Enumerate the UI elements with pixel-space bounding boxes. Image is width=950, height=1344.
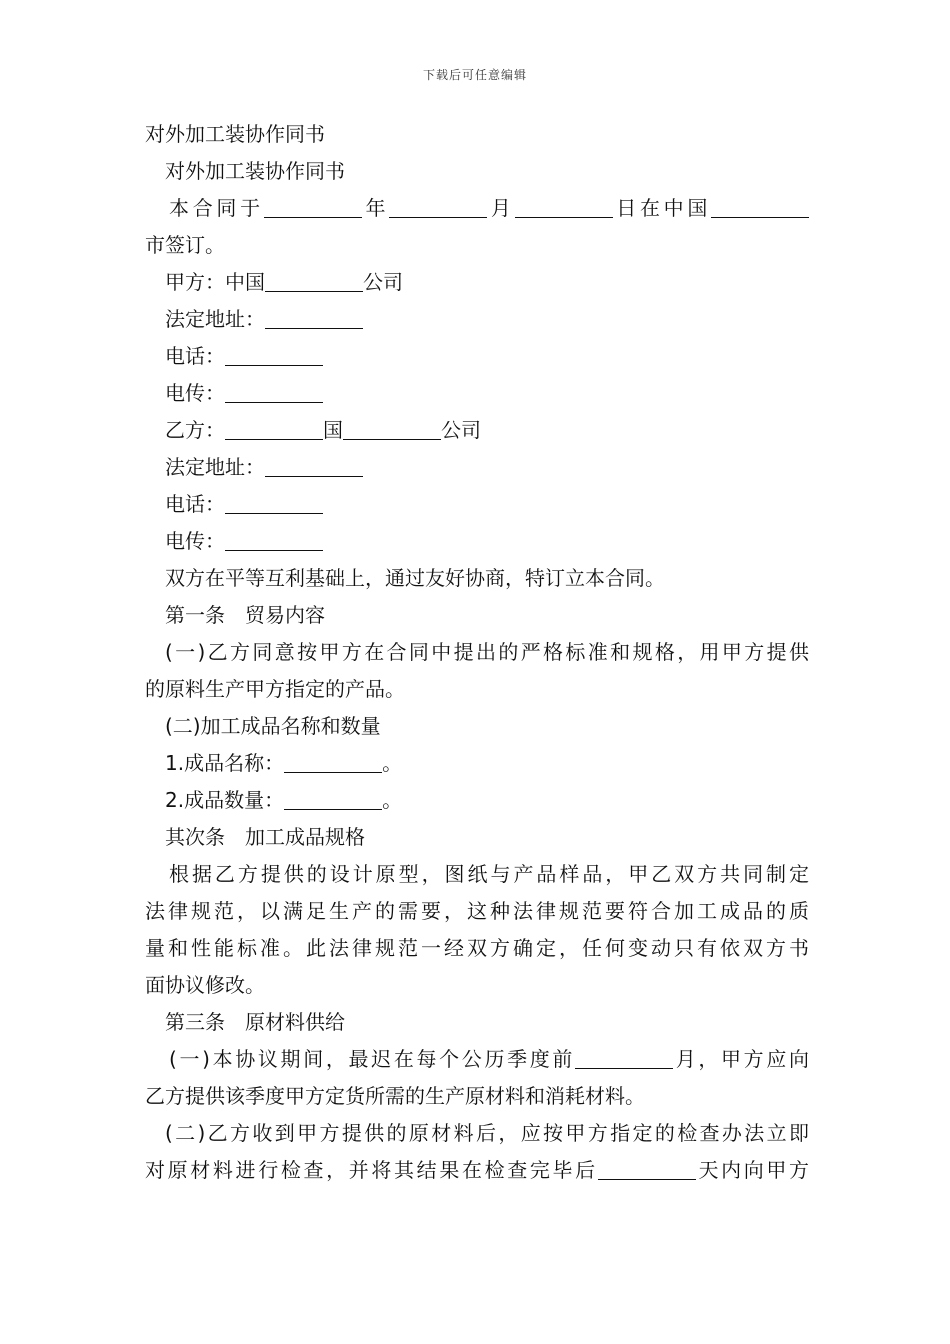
- document-subtitle: 对外加工装协作同书: [165, 159, 345, 183]
- blank-month-before: [575, 1044, 673, 1069]
- article-3-item-2-text-2: 天内向甲方: [695, 1158, 810, 1182]
- party-a-name: [145, 264, 809, 301]
- party-a-prefix: 甲方：中国: [165, 270, 265, 294]
- party-b-mid: 国: [323, 418, 343, 442]
- product-quantity-label: 2.成品数量：: [165, 788, 285, 812]
- party-a-fax-label: 电传：: [165, 381, 225, 405]
- header-note: 下载后可任意编辑: [422, 68, 527, 82]
- product-quantity-period: 。: [382, 788, 403, 812]
- contract-document: [145, 116, 809, 1189]
- article-1-heading: 第一条 贸易内容: [165, 603, 325, 627]
- party-b-fax-label: 电传：: [165, 529, 225, 553]
- article-3-item-1-line-1: [145, 1041, 809, 1078]
- article-3-item-1-text-2: 月，甲方应向: [673, 1047, 809, 1071]
- party-a-phone: [145, 338, 809, 375]
- blank-party-a-name: [265, 267, 363, 292]
- blank-product-quantity: [284, 785, 382, 810]
- article-3-item-2-text-1: 对原材料进行检查，并将其结果在检查完毕后: [145, 1158, 598, 1182]
- blank-party-b-country: [225, 415, 323, 440]
- party-b-phone-label: 电话：: [165, 492, 225, 516]
- signing-line-end: 市签订。: [145, 233, 225, 257]
- party-a-address: [145, 301, 809, 338]
- product-quantity-line: [145, 782, 809, 819]
- party-b-address-label: 法定地址：: [165, 455, 265, 479]
- product-name-period: 。: [382, 751, 403, 775]
- blank-product-name: [284, 748, 382, 773]
- blank-day: [515, 193, 613, 218]
- party-b-suffix: 公司: [441, 418, 481, 442]
- blank-party-b-phone: [225, 489, 323, 514]
- article-3-heading: 第三条 原材料供给: [165, 1010, 345, 1034]
- party-b-name: [145, 412, 809, 449]
- article-2-line-1: 根据乙方提供的设计原型，图纸与产品样品，甲乙双方共同制定: [169, 862, 809, 886]
- signing-line: [145, 190, 809, 227]
- party-a-fax: [145, 375, 809, 412]
- article-3-item-2-line-2: [145, 1152, 809, 1189]
- signing-text-3: 月: [487, 196, 515, 220]
- blank-year: [264, 193, 362, 218]
- party-b-prefix: 乙方：: [165, 418, 225, 442]
- article-3-item-1-text-1: (一)本协议期间，最迟在每个公历季度前: [169, 1047, 576, 1071]
- blank-party-a-phone: [225, 341, 323, 366]
- party-b-address: [145, 449, 809, 486]
- product-name-line: [145, 745, 809, 782]
- article-3-item-1-line-2: 乙方提供该季度甲方定货所需的生产原材料和消耗材料。: [145, 1084, 645, 1108]
- party-b-fax: [145, 523, 809, 560]
- article-2-heading: 其次条 加工成品规格: [165, 825, 365, 849]
- party-a-suffix: 公司: [363, 270, 403, 294]
- blank-party-b-fax: [225, 526, 323, 551]
- signing-text-4: 日在中国: [612, 196, 712, 220]
- signing-text-1: 本合同于: [169, 196, 264, 220]
- article-2-line-3: 量和性能标准。此法律规范一经双方确定，任何变动只有依双方书: [145, 936, 809, 960]
- article-3-item-2-line-1: (二)乙方收到甲方提供的原材料后，应按甲方指定的检查办法立即: [165, 1121, 809, 1145]
- article-1-item-1-line-1: (一)乙方同意按甲方在合同中提出的严格标准和规格，用甲方提供: [165, 640, 809, 664]
- party-b-phone: [145, 486, 809, 523]
- document-title: 对外加工装协作同书: [145, 122, 325, 146]
- article-2-line-4: 面协议修改。: [145, 973, 265, 997]
- intro-paragraph: 双方在平等互利基础上，通过友好协商，特订立本合同。: [165, 566, 665, 590]
- blank-days: [598, 1155, 696, 1180]
- article-1-item-2: (二)加工成品名称和数量: [165, 714, 381, 738]
- party-a-address-label: 法定地址：: [165, 307, 265, 331]
- article-1-item-1-line-2: 的原料生产甲方指定的产品。: [145, 677, 405, 701]
- blank-month: [389, 193, 487, 218]
- blank-city: [711, 193, 809, 218]
- product-name-label: 1.成品名称：: [165, 751, 285, 775]
- party-a-phone-label: 电话：: [165, 344, 225, 368]
- blank-party-b-address: [265, 452, 363, 477]
- blank-party-a-fax: [225, 378, 323, 403]
- blank-party-a-address: [265, 304, 363, 329]
- signing-text-2: 年: [361, 196, 390, 220]
- blank-party-b-name: [343, 415, 441, 440]
- article-2-line-2: 法律规范，以满足生产的需要，这种法律规范要符合加工成品的质: [145, 899, 809, 923]
